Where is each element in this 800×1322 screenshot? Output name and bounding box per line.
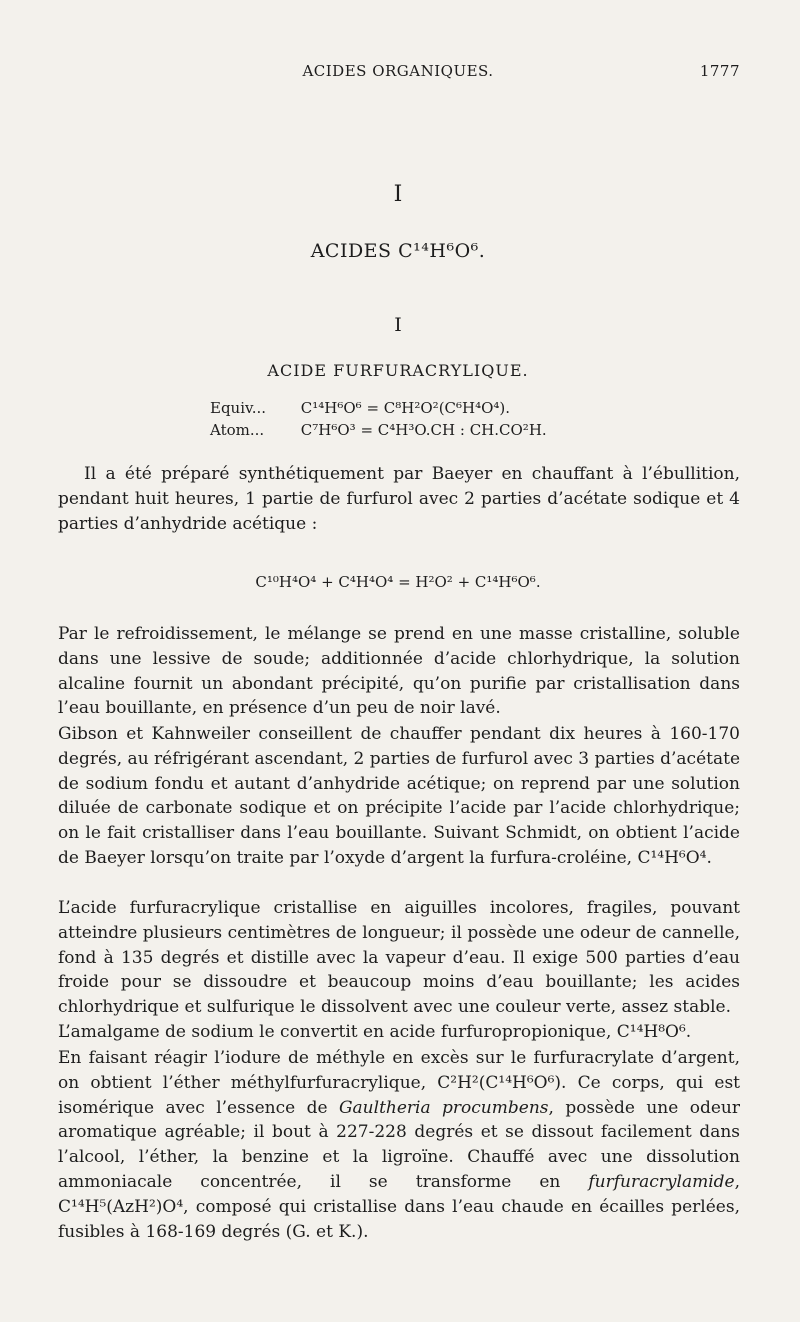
paragraph-text: Gibson et Kahnweiler conseillent de chauffer pendant dix heures à 160-170 degrés, au réfrigérant ascendant, 2 parties de furfurol avec 3 parties d’acétate de sodium fondu et autant d’anhydride acétique; on reprend par une solution diluée de carbonate sodique et on précipite l’acide par l’acide chlorhydrique; on le fait cristalliser dans l’eau bouillante. Suivant Schmidt, on obtient l’acide de Baeyer lorsqu’on traite par l’oxyde d’argent la furfura-croléine, C¹⁴H⁶O⁴. [58, 724, 740, 868]
equiv-formula: C¹⁴H⁶O⁶ = C⁸H²O²(C⁶H⁴O⁴). [300, 399, 511, 417]
text-run: , possède une odeur aromatique agréable; il bout à 227-228 degrés et se dissout facilement dans l’alcool, l’éther, la benzine et la ligroïne. Chauffé avec une dissolution ammoniacale concentrée, il se transforme en [58, 1097, 740, 1192]
paragraph-text: Par le refroidissement, le mélange se prend en une masse cristalline, soluble dans une lessive de soude; additionnée d’acide chlorhydrique, la solution alcaline fournit un abondant précipité, qu’on purifie par cristallisation dans l’eau bouillante, en présence d’un peu de noir lavé. [58, 624, 740, 719]
paragraph-text: L’amalgame de sodium le convertit en acide furfuropropionique, C¹⁴H⁸O⁶. [58, 1022, 692, 1042]
paragraph-properties [58, 896, 740, 1020]
paragraph-text: L’acide furfuracrylique cristallise en aiguilles incolores, fragiles, pouvant atteindre plusieurs centimètres de longueur; il possède une odeur de cannelle, fond à 135 degrés et distille avec la vapeur d’eau. Il exige 500 parties d’eau froide pour se dissoudre et beaucoup moins d’eau bouillante; les acides chlorhydrique et sulfurique le dissolvent avec une couleur verte, assez stable. [58, 898, 740, 1018]
reaction-equation: C¹⁰H⁴O⁴ + C⁴H⁴O⁴ = H²O² + C¹⁴H⁶O⁶. [255, 573, 541, 591]
paragraph-text: Il a été préparé synthétiquement par Baeyer en chauffant à l’ébullition, pendant huit heures, 1 partie de furfurol avec 2 parties d’acétate sodique et 4 parties d’anhydride acétique : [58, 464, 740, 534]
paragraph-text [58, 1046, 740, 1244]
paragraph-cooling [58, 622, 740, 721]
atom-row [210, 419, 547, 441]
equiv-label: Equiv... [210, 399, 267, 417]
running-title: ACIDES ORGANIQUES. [302, 62, 494, 80]
section-title: ACIDES C¹⁴H⁶O⁶. [310, 240, 486, 262]
paragraph-gibson [58, 722, 740, 871]
atom-formula: C⁷H⁶O³ = C⁴H³O.CH : CH.CO²H. [300, 421, 547, 439]
formula-block [210, 397, 547, 441]
paragraph-ether [58, 1046, 740, 1244]
italic-term: furfuracrylamide [588, 1171, 735, 1192]
page-number: 1777 [699, 62, 740, 80]
italic-term: Gaultheria procumbens [338, 1097, 549, 1118]
text-run: , C¹⁴H⁵(AzH²)O⁴, composé qui cristallise dans l’eau chaude en écailles perlées, fusibles à 168-169 degrés (G. et K.). [58, 1171, 740, 1242]
paragraph-synthesis [58, 462, 740, 536]
text-run: En faisant réagir l’iodure de méthyle en excès sur le furfuracrylate d’argent, on obtient l’éther méthylfurfuracrylique, C²H²(C¹⁴H⁶O⁶). Ce corps, qui est isomérique avec l’essence de [58, 1048, 740, 1118]
subsection-number: I [394, 314, 402, 336]
paragraph-amalgam [58, 1020, 740, 1045]
section-number: I [393, 182, 403, 207]
page-header [56, 62, 740, 86]
atom-label: Atom... [210, 421, 265, 439]
equiv-row [210, 397, 547, 419]
acid-title: ACIDE FURFURACRYLIQUE. [267, 361, 529, 380]
